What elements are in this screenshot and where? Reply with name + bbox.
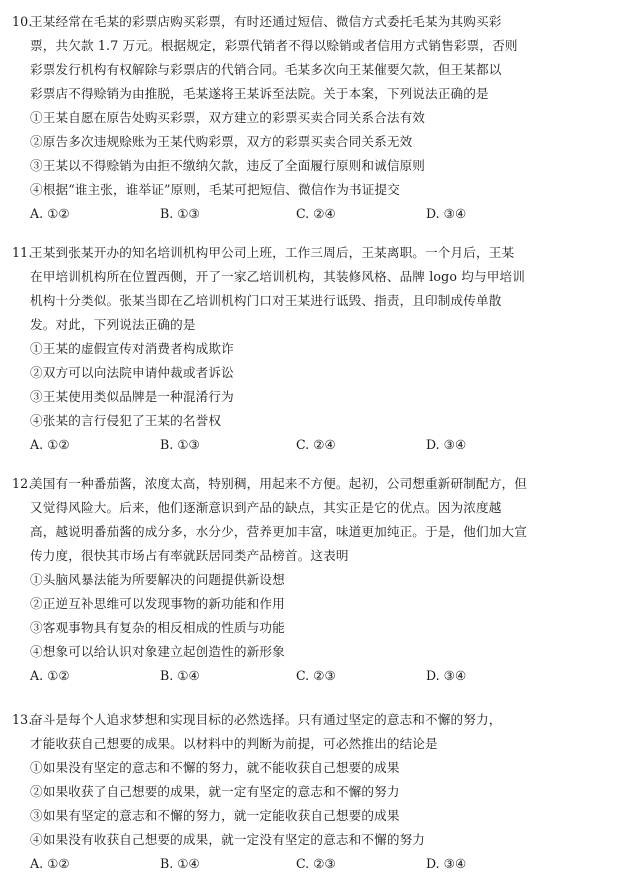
question-stem-line: 13.奋斗是每个人追求梦想和实现目标的必然选择。只有通过坚定的意志和不懈的努力，: [14, 708, 614, 732]
option-c[interactable]: C. ②③: [296, 668, 336, 683]
option-c[interactable]: C. ②④: [296, 206, 336, 221]
question-stem-line: 票，共欠款 1.7 万元。根据规定，彩票代销者不得以赊销或者信用方式销售彩票，否则: [30, 38, 518, 53]
statement-4: ④张某的言行侵犯了王某的名誉权: [30, 413, 222, 428]
statement-2: ②双方可以向法院申请仲裁或者诉讼: [30, 365, 234, 380]
statement-4: ④根据“谁主张，谁举证”原则，毛某可把短信、微信作为书证提交: [30, 182, 401, 197]
question-stem-line: 机构十分类似。张某当即在乙培训机构门口对王某进行诋毁、指责，且印制成传单散: [30, 293, 502, 308]
statement-1: ①如果没有坚定的意志和不懈的努力，就不能收获自己想要的成果: [30, 760, 400, 775]
statement-2: ②正逆互补思维可以发现事物的新功能和作用: [30, 596, 285, 611]
statement-3: ③如果有坚定的意志和不懈的努力，就一定能收获自己想要的成果: [30, 808, 400, 823]
question-number: 10.: [12, 14, 33, 29]
question-stem-line: 10.王某经常在毛某的彩票店购买彩票，有时还通过短信、微信方式委托毛某为其购买彩: [14, 10, 614, 34]
option-a[interactable]: A. ①②: [30, 668, 70, 683]
statement-1: ①王某的虚假宣传对消费者构成欺诈: [30, 341, 234, 356]
question-stem-line: 发。对此，下列说法正确的是: [30, 317, 196, 332]
option-a[interactable]: A. ①②: [30, 856, 70, 871]
option-d[interactable]: D. ③④: [426, 856, 467, 871]
question-stem-line: 彩票发行机构有权解除与彩票店的代销合同。毛某多次向王某催要欠款，但王某都以: [30, 62, 502, 77]
option-b[interactable]: B. ①④: [160, 856, 200, 871]
statement-1: ①头脑风暴法能为所要解决的问题提供新设想: [30, 572, 285, 587]
option-a[interactable]: A. ①②: [30, 206, 70, 221]
option-d[interactable]: D. ③④: [426, 437, 467, 452]
option-d[interactable]: D. ③④: [426, 206, 467, 221]
question-11: [14, 241, 614, 457]
question-stem-line: 高，越说明番茄酱的成分多，水分少，营养更加丰富，味道更加纯正。于是，他们加大宣: [30, 524, 528, 539]
answer-options: [14, 202, 614, 226]
option-b[interactable]: B. ①③: [160, 206, 200, 221]
answer-options: [14, 664, 614, 688]
statement-3: ③王某以不得赊销为由拒不缴纳欠款，违反了全面履行原则和诚信原则: [30, 158, 426, 173]
answer-options: [14, 852, 614, 876]
question-12: [14, 472, 614, 688]
option-c[interactable]: C. ②④: [296, 437, 336, 452]
question-stem-line: 又觉得风险大。后来，他们逐渐意识到产品的缺点，其实正是它的优点。因为浓度越: [30, 500, 502, 515]
option-a[interactable]: A. ①②: [30, 437, 70, 452]
statement-4: ④想象可以给认识对象建立起创造性的新形象: [30, 644, 285, 659]
statement-4: ④如果没有收获自己想要的成果，就一定没有坚定的意志和不懈的努力: [30, 832, 426, 847]
statement-3: ③客观事物具有复杂的相反相成的性质与功能: [30, 620, 285, 635]
question-13: [14, 708, 614, 876]
statement-3: ③王某使用类似品牌是一种混淆行为: [30, 389, 234, 404]
answer-options: [14, 433, 614, 457]
question-stem-line: 11.王某到张某开办的知名培训机构甲公司上班，工作三周后，王某离职。一个月后，王某: [14, 241, 614, 265]
question-10: [14, 10, 614, 226]
question-stem-line: 12.美国有一种番茄酱，浓度太高，特别稠，用起来不方便。起初，公司想重新研制配方，但: [14, 472, 614, 496]
question-stem-line: 彩票店不得赊销为由推脱，毛某遂将王某诉至法院。关于本案，下列说法正确的是: [30, 86, 489, 101]
question-stem-line: 在甲培训机构所在位置西侧，开了一家乙培训机构，其装修风格、品牌 logo 均与甲培训: [30, 269, 525, 284]
option-c[interactable]: C. ②③: [296, 856, 336, 871]
statement-2: ②如果收获了自己想要的成果，就一定有坚定的意志和不懈的努力: [30, 784, 400, 799]
option-b[interactable]: B. ①③: [160, 437, 200, 452]
question-number: 13.: [12, 712, 33, 727]
question-stem-line: 传力度，很快其市场占有率就跃居同类产品榜首。这表明: [30, 548, 349, 563]
statement-2: ②原告多次违规赊账为王某代购彩票，双方的彩票买卖合同关系无效: [30, 134, 413, 149]
question-stem-line: 才能收获自己想要的成果。以材料中的判断为前提，可必然推出的结论是: [30, 736, 438, 751]
option-b[interactable]: B. ①④: [160, 668, 200, 683]
question-number: 11.: [12, 245, 33, 260]
option-d[interactable]: D. ③④: [426, 668, 467, 683]
statement-1: ①王某自愿在原告处购买彩票，双方建立的彩票买卖合同关系合法有效: [30, 110, 426, 125]
question-number: 12.: [12, 476, 33, 491]
